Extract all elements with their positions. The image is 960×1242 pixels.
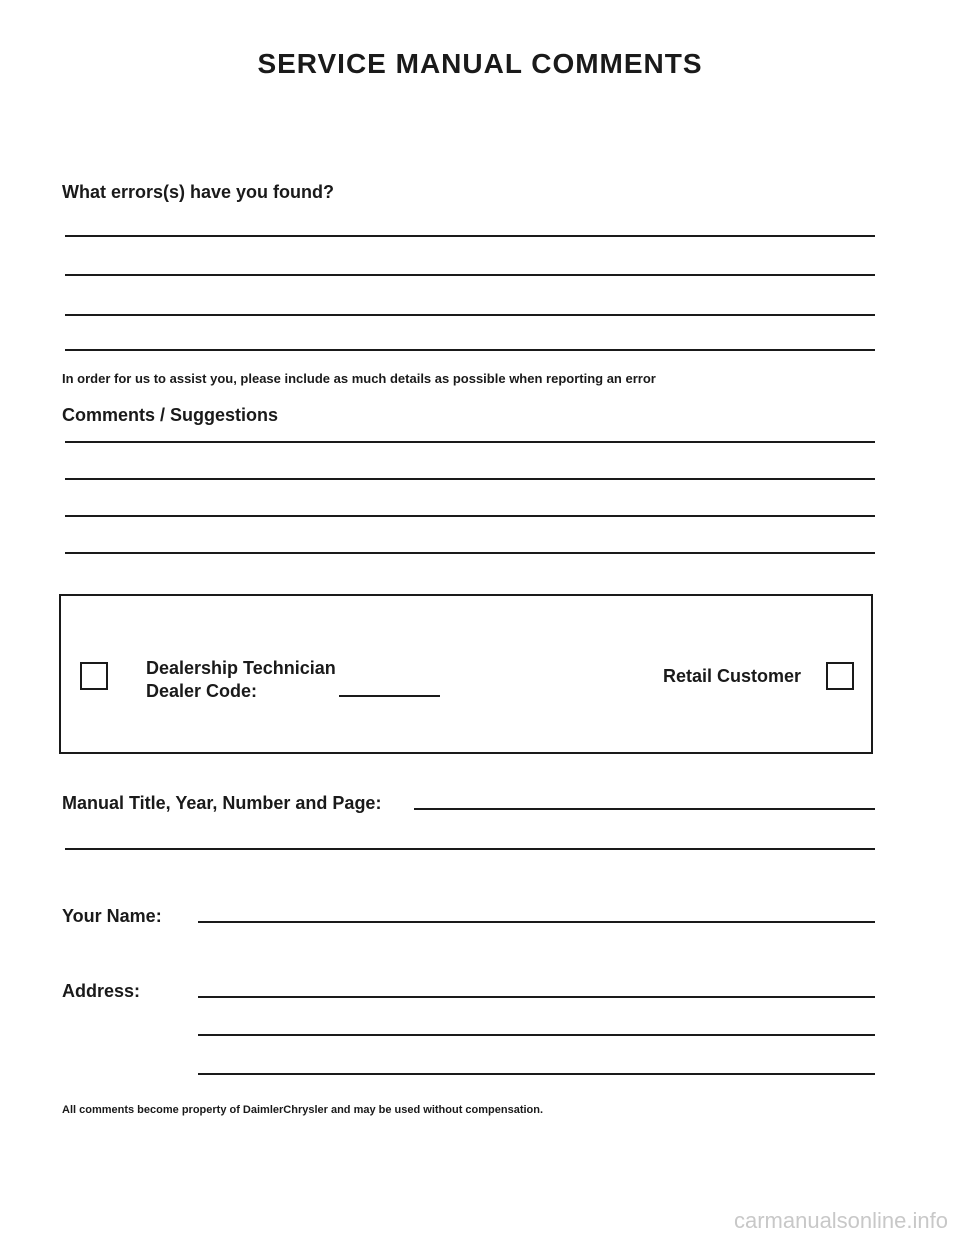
errors-line-2[interactable]	[65, 274, 875, 276]
page-title: SERVICE MANUAL COMMENTS	[257, 48, 703, 79]
comments-label: Comments / Suggestions	[62, 405, 279, 425]
manual-field-line-1[interactable]	[414, 808, 875, 810]
address-label: Address:	[62, 981, 141, 1001]
errors-label: What errors(s) have you found?	[62, 182, 335, 202]
comments-line-3[interactable]	[65, 515, 875, 517]
technician-label: Dealership Technician	[146, 658, 336, 678]
errors-note: In order for us to assist you, please include as much details as possible when reporting an error	[62, 371, 656, 386]
watermark: carmanualsonline.info	[733, 1208, 948, 1233]
customer-checkbox[interactable]	[826, 662, 854, 690]
address-line-3[interactable]	[198, 1073, 875, 1075]
address-line-1[interactable]	[198, 996, 875, 998]
name-field[interactable]	[198, 921, 875, 923]
comments-line-2[interactable]	[65, 478, 875, 480]
comments-line-1[interactable]	[65, 441, 875, 443]
errors-line-3[interactable]	[65, 314, 875, 316]
footer-disclaimer: All comments become property of DaimlerChrysler and may be used without compensation.	[62, 1104, 544, 1116]
address-line-2[interactable]	[198, 1034, 875, 1036]
comments-line-4[interactable]	[65, 552, 875, 554]
technician-checkbox[interactable]	[80, 662, 108, 690]
errors-line-1[interactable]	[65, 235, 875, 237]
name-label: Your Name:	[62, 906, 162, 926]
dealer-code-field[interactable]	[339, 695, 440, 697]
manual-field-line-2[interactable]	[65, 848, 875, 850]
dealer-code-label: Dealer Code:	[146, 681, 258, 701]
customer-label: Retail Customer	[663, 666, 802, 686]
errors-line-4[interactable]	[65, 349, 875, 351]
manual-label: Manual Title, Year, Number and Page:	[62, 793, 382, 813]
